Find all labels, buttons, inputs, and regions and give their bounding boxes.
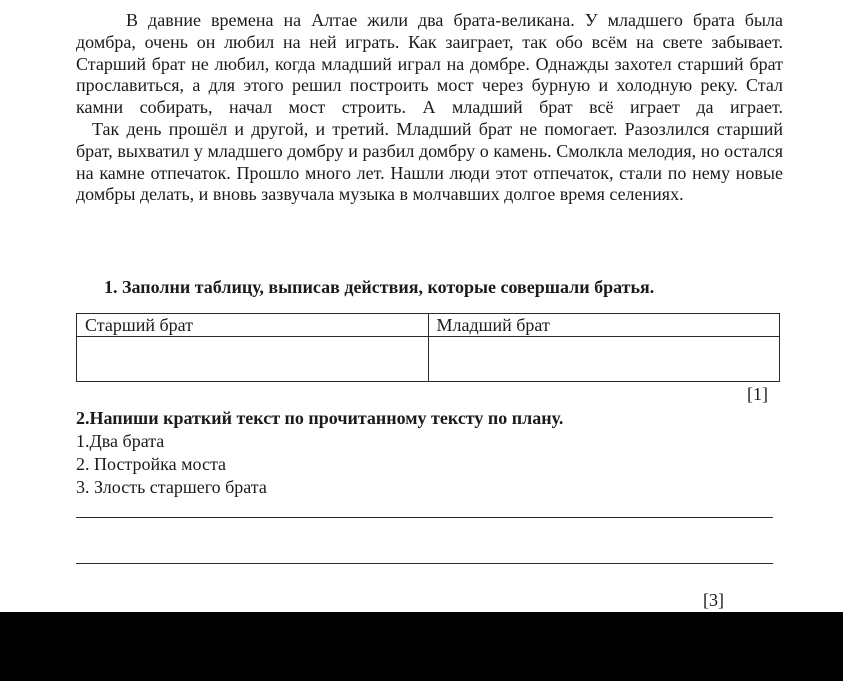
answer-line-1[interactable] — [76, 517, 773, 518]
answer-cell-older-brother[interactable] — [77, 337, 429, 382]
task-1-heading: 1. Заполни таблицу, выписав действия, которые совершали братья. — [104, 277, 655, 297]
task-2-heading: 2.Напиши краткий текст по прочитанному тексту по плану. — [76, 408, 564, 428]
answer-cell-younger-brother[interactable] — [428, 337, 780, 382]
story-paragraph-2: Так день прошёл и другой, и третий. Младший брат не помогает. Разозлился старший брат, выхватил у младшего домбру и разбил домбру о камень. Смолкла мелодия, но остался на камне отпечаток. Прошло много лет. Нашли люди этот отпечаток, стали по нему новые домбры делать, и вновь зазвучала музыка в молчавших долгое время селениях. — [76, 118, 783, 205]
task-2-score: [3] — [703, 590, 724, 610]
black-bottom-bar — [0, 612, 843, 681]
table-answer-row — [77, 337, 780, 382]
table-header-row — [77, 314, 780, 337]
story-paragraph-1: В давние времена на Алтае жили два брата-великана. У младшего брата была домбра, очень он любил на ней играть. Как заиграет, так обо всём на свете забывает. Старший брат не любил, когда младший играл на домбре. Однажды захотел старший брат прославиться, а для этого решил построить мост через бурную и холодную реку. Стал камни собирать, начал мост строить. А младший брат всё играет да играет. — [76, 10, 783, 118]
column-header-younger-brother: Младший брат — [428, 314, 780, 337]
answer-line-2[interactable] — [76, 563, 773, 564]
plan-item: 2. Постройка моста — [76, 454, 227, 474]
column-header-older-brother: Старший брат — [77, 314, 429, 337]
story-text — [76, 10, 783, 206]
task-1-score: [1] — [747, 384, 768, 404]
brothers-actions-table — [76, 313, 780, 382]
task-2-plan — [76, 430, 267, 499]
plan-item: 3. Злость старшего брата — [76, 477, 267, 497]
plan-item: 1.Два брата — [76, 431, 165, 451]
